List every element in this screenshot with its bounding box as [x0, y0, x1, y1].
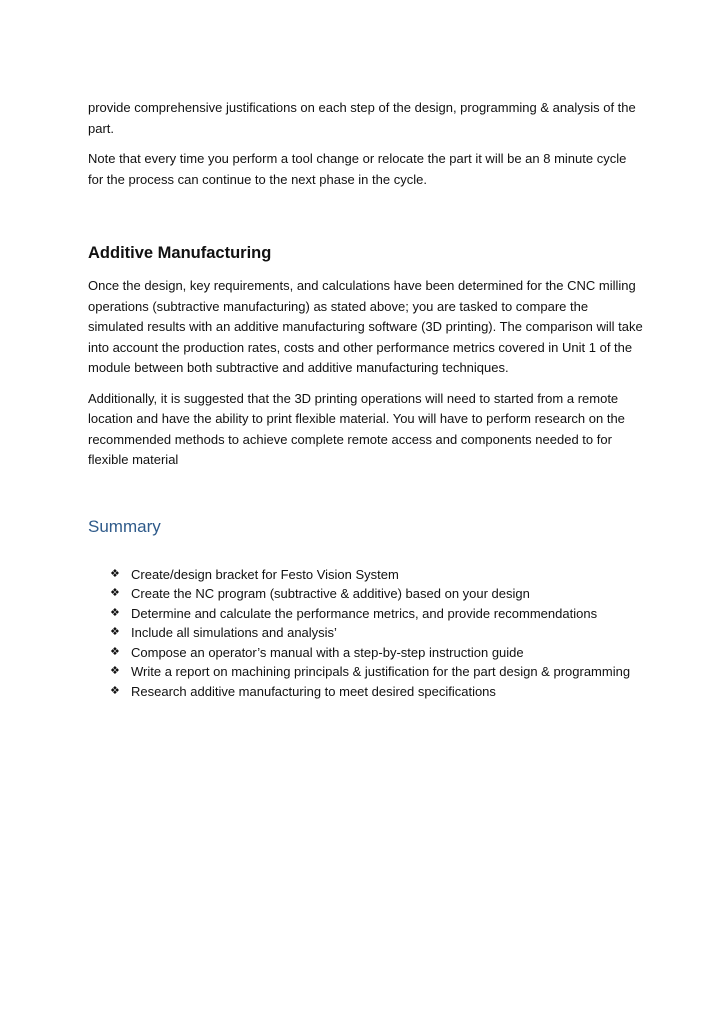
list-item: [110, 682, 644, 702]
heading-summary: Summary: [88, 516, 161, 536]
list-item: [110, 662, 644, 682]
paragraph-additive-comparison: Once the design, key requirements, and calculations have been determined for the CNC milling operations (subtractive manufacturing) as stated above; you are tasked to compare the simulated results with an additive manufacturing software (3D printing). The comparison will take into account the production rates, costs and other performance metrics covered in Unit 1 of the module between both subtractive and additive manufacturing techniques.: [88, 278, 643, 375]
list-item-text: Create the NC program (subtractive & additive) based on your design: [131, 586, 530, 602]
list-item: [110, 584, 644, 604]
heading-additive-manufacturing: Additive Manufacturing: [88, 244, 272, 262]
diamond-bullet-icon: ❖: [110, 626, 120, 639]
diamond-bullet-icon: ❖: [110, 587, 120, 600]
list-item-text: Determine and calculate the performance metrics, and provide recommendations: [131, 605, 598, 621]
list-item: [110, 643, 644, 663]
list-item: [110, 565, 644, 585]
paragraph-continuation: provide comprehensive justifications on each step of the design, programming & analysis of the part.: [88, 100, 636, 136]
diamond-bullet-icon: ❖: [110, 665, 120, 678]
diamond-bullet-icon: ❖: [110, 685, 120, 698]
paragraph-tool-change-note: Note that every time you perform a tool change or relocate the part it will be an 8 minute cycle for the process can continue to the next phase in the cycle.: [88, 151, 627, 187]
paragraph-remote-printing: Additionally, it is suggested that the 3D printing operations will need to started from a remote location and have the ability to print flexible material. You will have to perform research on the recommended methods to achieve complete remote access and components needed to for flexible material: [88, 390, 625, 467]
diamond-bullet-icon: ❖: [110, 567, 120, 580]
summary-list: [88, 565, 644, 702]
list-item-text: Include all simulations and analysis’: [131, 625, 337, 641]
list-item-text: Write a report on machining principals & justification for the part design & programming: [131, 664, 631, 680]
list-item-text: Research additive manufacturing to meet desired specifications: [131, 684, 496, 700]
list-item: [110, 623, 644, 643]
diamond-bullet-icon: ❖: [110, 645, 120, 658]
diamond-bullet-icon: ❖: [110, 606, 120, 619]
document-page: [88, 98, 644, 702]
list-item: [110, 604, 644, 624]
list-item-text: Create/design bracket for Festo Vision System: [131, 566, 399, 582]
list-item-text: Compose an operator’s manual with a step-by-step instruction guide: [131, 644, 524, 660]
